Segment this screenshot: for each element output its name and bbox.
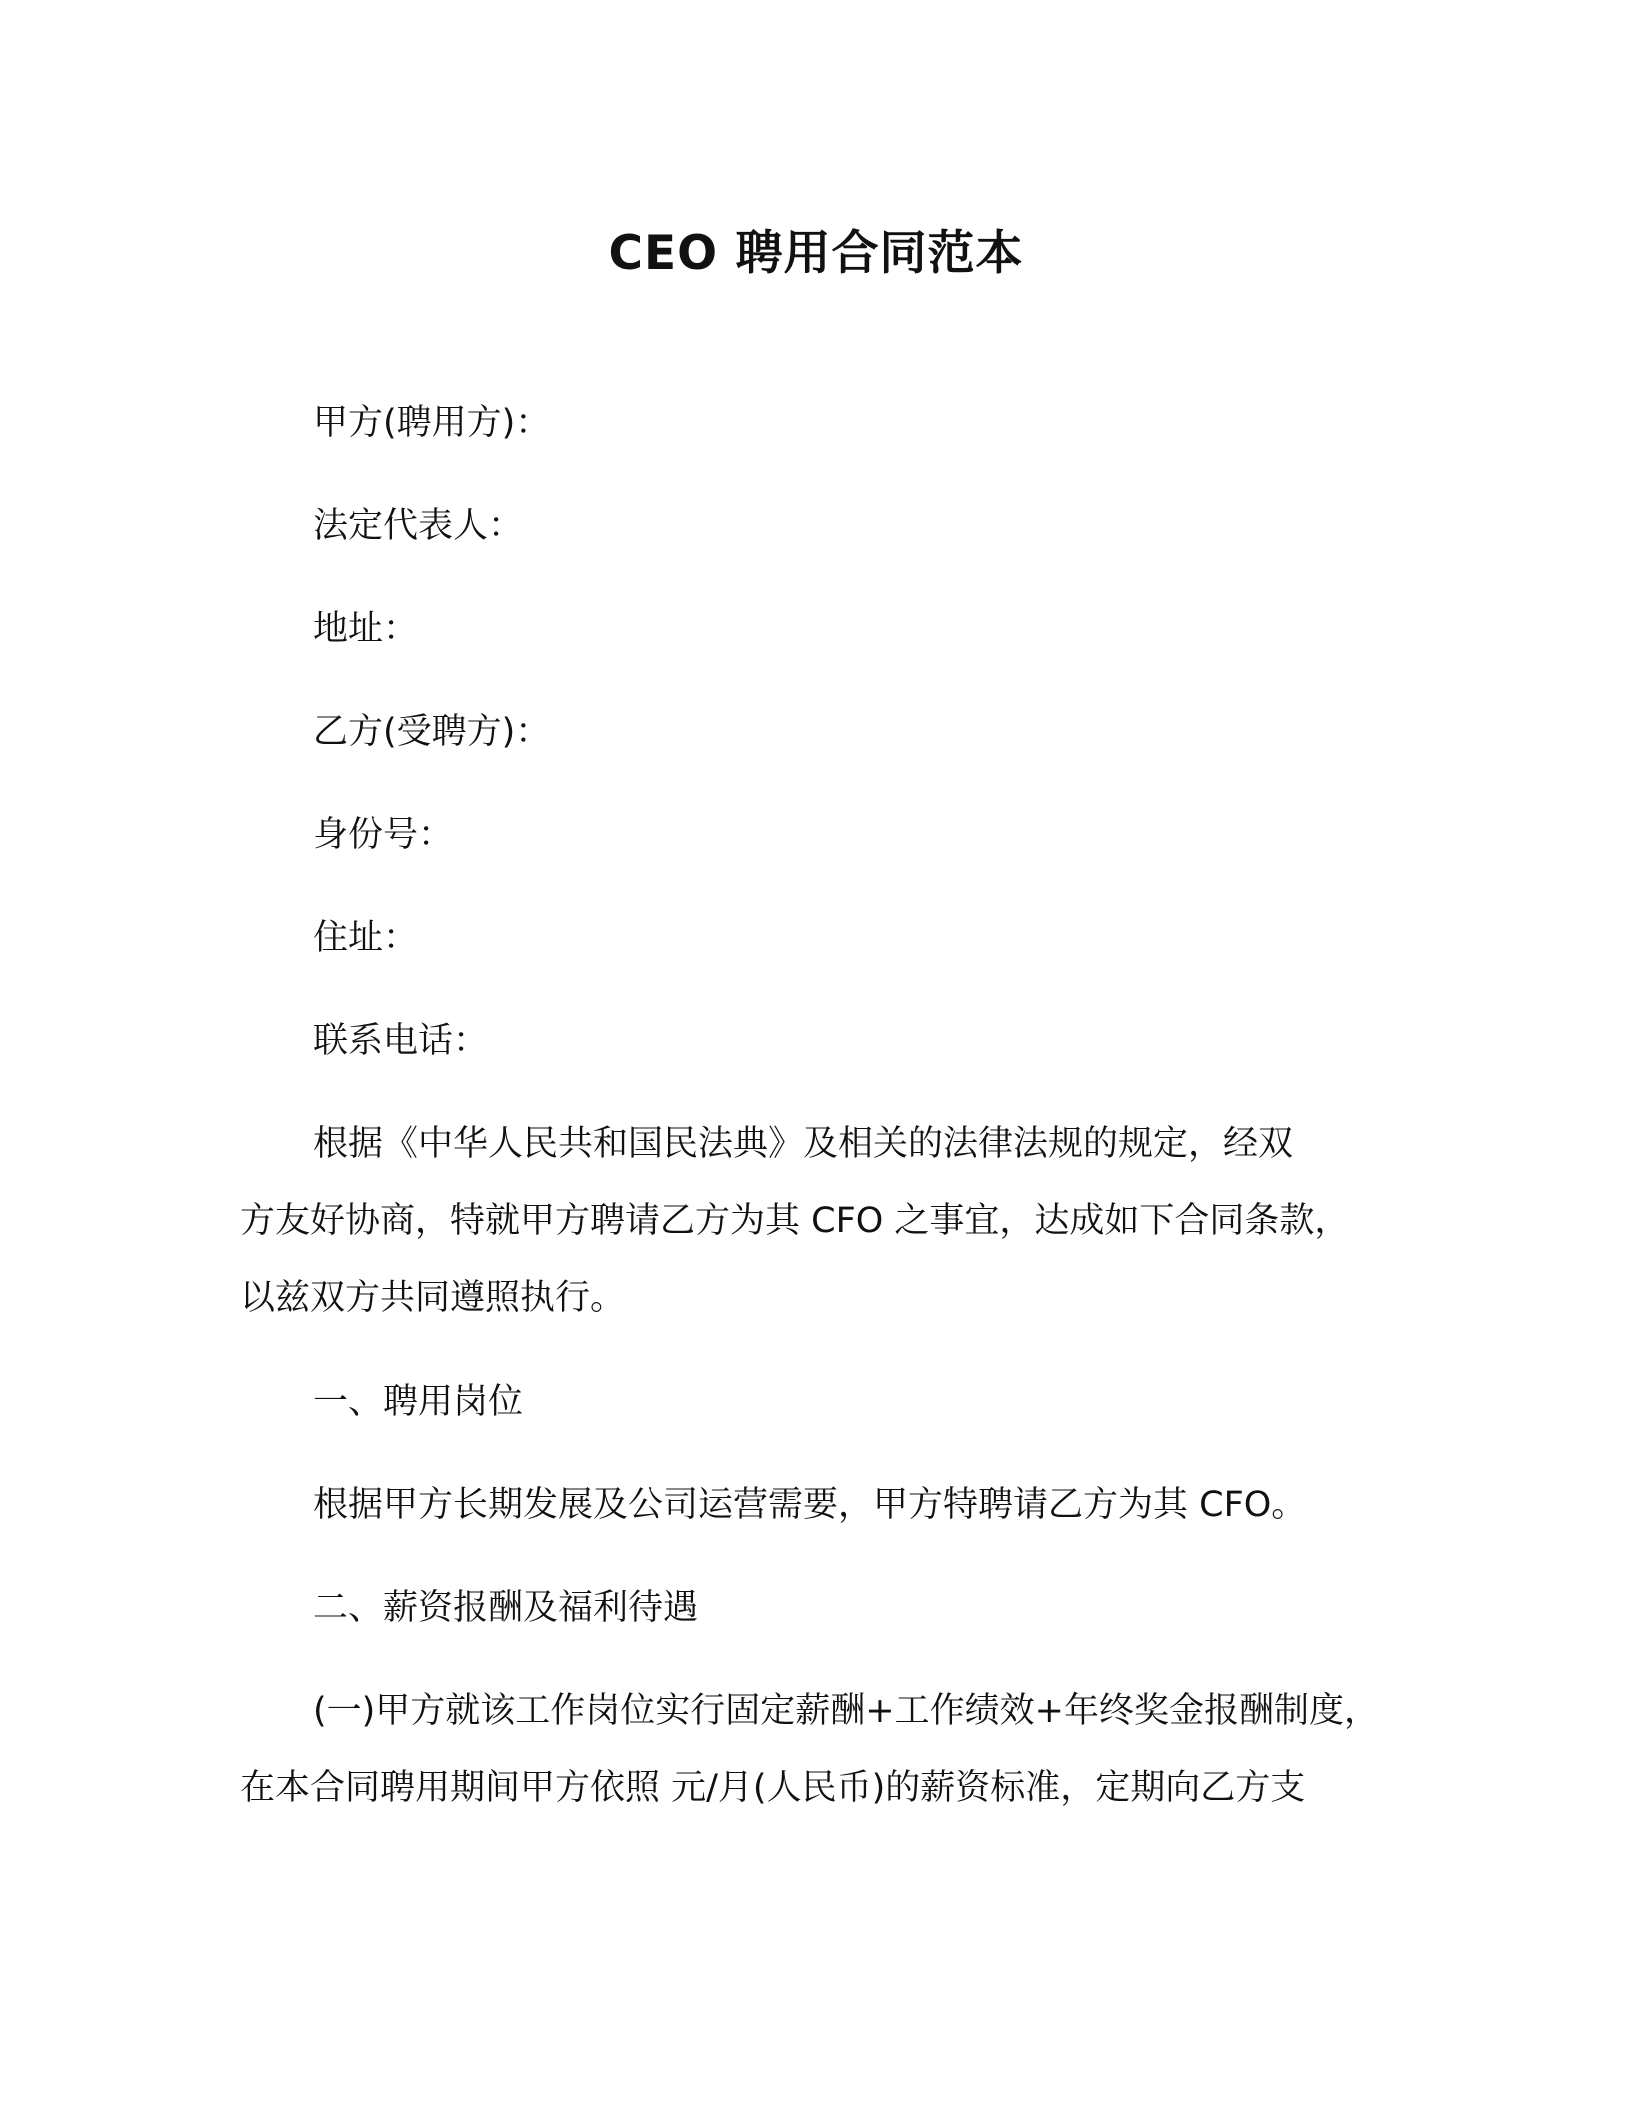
field-residence: 住址：: [313, 918, 419, 958]
section-1-heading: 一、聘用岗位: [313, 1382, 524, 1422]
field-address: 地址：: [313, 609, 419, 649]
preamble-paragraph: [240, 1119, 1410, 1350]
section-2-item-1-line: 在本合同聘用期间甲方依照 元/月(人民币)的薪资标准，定期向乙方支: [240, 1768, 1306, 1808]
field-party-b: 乙方(受聘方)：: [313, 712, 551, 752]
field-id-number: 身份号：: [313, 815, 454, 855]
section-2-item-1-line: (一)甲方就该工作岗位实行固定薪酬+工作绩效+年终奖金报酬制度，: [313, 1691, 1379, 1731]
field-phone: 联系电话：: [313, 1021, 489, 1061]
preamble-line: 以兹双方共同遵照执行。: [240, 1278, 626, 1318]
preamble-line: 根据《中华人民共和国民法典》及相关的法律法规的规定，经双: [313, 1124, 1294, 1164]
section-1-text: 根据甲方长期发展及公司运营需要，甲方特聘请乙方为其 CFO。: [313, 1485, 1307, 1525]
document-title: CEO 聘用合同范本: [608, 226, 1024, 281]
section-2-heading: 二、薪资报酬及福利待遇: [313, 1588, 699, 1628]
field-party-a: 甲方(聘用方)：: [313, 403, 551, 443]
section-2-item-1: [240, 1686, 1410, 1840]
field-legal-representative: 法定代表人：: [313, 506, 524, 546]
preamble-line: 方友好协商，特就甲方聘请乙方为其 CFO 之事宜，达成如下合同条款，: [240, 1201, 1350, 1241]
